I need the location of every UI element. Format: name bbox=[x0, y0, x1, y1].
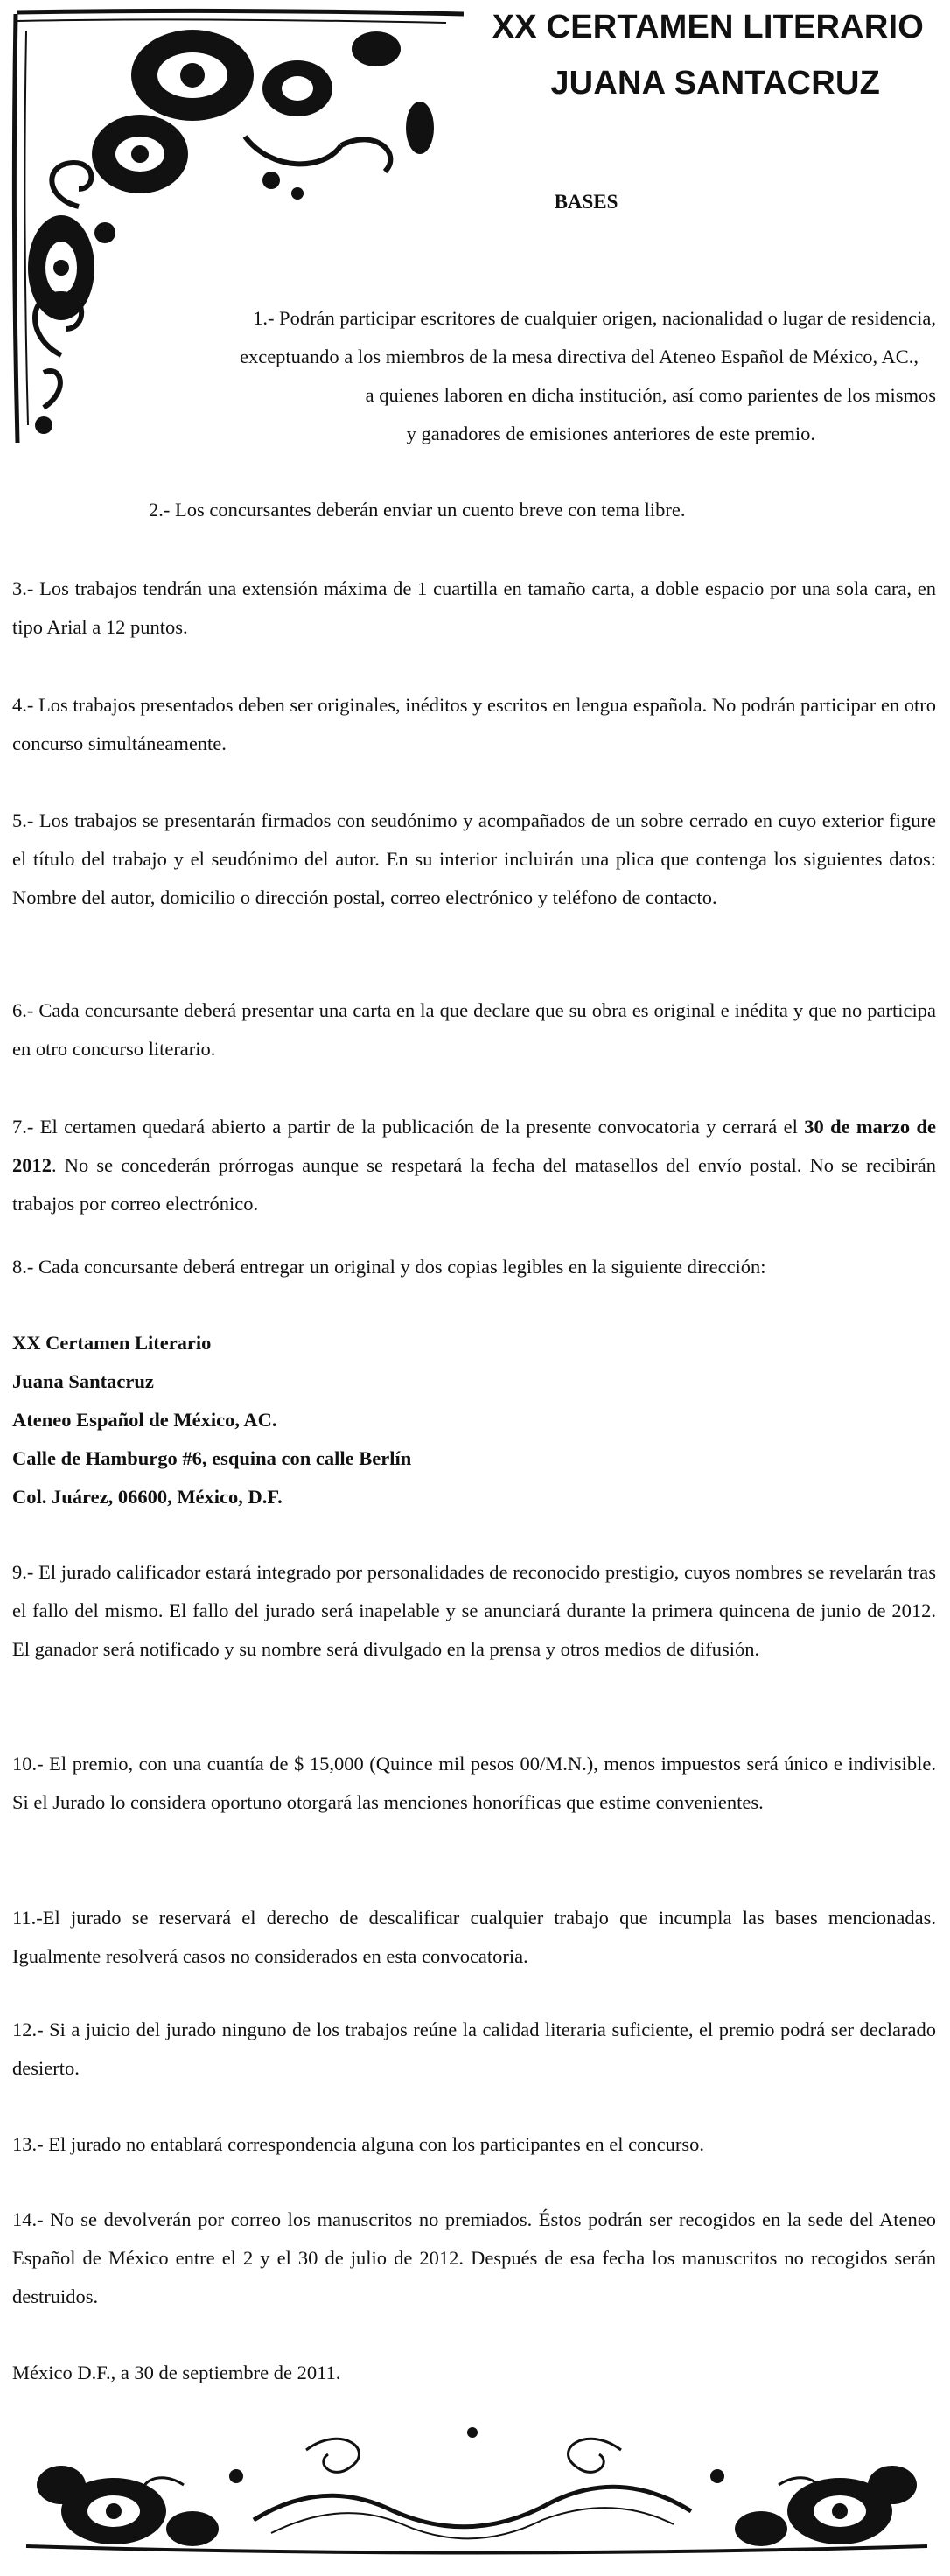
rule-1-line: exceptuando a los miembros de la mesa directiva del Ateneo Español de México, AC., bbox=[239, 346, 919, 368]
rule-5: 5.- Los trabajos se presentarán firmados con seudónimo y acompañados de un sobre cerrado en cuyo exterior figure el título del trabajo y el seudónimo del autor. En su interior incluirán una plica que contenga los siguientes datos: Nombre del autor, domicilio o dirección postal, correo electrónico y teléfono de contacto. bbox=[12, 809, 936, 908]
rule-1 bbox=[240, 299, 936, 453]
address-line: Juana Santacruz bbox=[12, 1370, 154, 1392]
closing-date: México D.F., a 30 de septiembre de 2011. bbox=[12, 2362, 341, 2384]
floral-banner-ornament-icon bbox=[9, 2415, 941, 2572]
page-subtitle: JUANA SANTACRUZ bbox=[550, 65, 880, 102]
rule-1-line: a quienes laboren en dicha institución, así como parientes de los mismos bbox=[365, 384, 936, 406]
rule-7-text: 7.- El certamen quedará abierto a partir de la publicación de la presente convocatoria y cerrará el bbox=[12, 1116, 805, 1138]
rule-4: 4.- Los trabajos presentados deben ser originales, inéditos y escritos en lengua española. No podrán participar en otro concurso simultáneamente. bbox=[12, 694, 936, 754]
address-line: XX Certamen Literario bbox=[12, 1332, 212, 1354]
rule-12: 12.- Si a juicio del jurado ninguno de los trabajos reúne la calidad literaria suficiente, el premio podrá ser declarado desierto. bbox=[12, 2019, 936, 2079]
rule-14: 14.- No se devolverán por correo los manuscritos no premiados. Éstos podrán ser recogidos en la sede del Ateneo Español de México entre el 2 y el 30 de julio de 2012. Después de esa fecha los manuscritos no recogidos serán destruidos. bbox=[12, 2208, 936, 2307]
rule-7 bbox=[12, 1108, 936, 1223]
address-line: Ateneo Español de México, AC. bbox=[12, 1409, 277, 1431]
rule-8: 8.- Cada concursante deberá entregar un original y dos copias legibles en la siguiente dirección: bbox=[12, 1256, 766, 1278]
rule-6: 6.- Cada concursante deberá presentar una carta en la que declare que su obra es original e inédita y que no participa en otro concurso literario. bbox=[12, 999, 936, 1060]
rule-9: 9.- El jurado calificador estará integrado por personalidades de reconocido prestigio, cuyos nombres se revelarán tras el fallo del mismo. El fallo del jurado será inapelable y se anunciará durante la primera quincena de junio de 2012. El ganador será notificado y su nombre será divulgado en la prensa y otros medios de difusión. bbox=[12, 1561, 936, 1660]
rule-10: 10.- El premio, con una cuantía de $ 15,000 (Quince mil pesos 00/M.N.), menos impuestos será único e indivisible. Si el Jurado lo considera oportuno otorgará las menciones honoríficas que estime convenientes. bbox=[12, 1753, 936, 1813]
rule-7-text: . No se concederán prórrogas aunque se respetará la fecha del matasellos del envío postal. No se recibirán trabajos por correo electrónico. bbox=[12, 1154, 936, 1214]
rule-2: 2.- Los concursantes deberán enviar un cuento breve con tema libre. bbox=[149, 499, 686, 521]
rule-3: 3.- Los trabajos tendrán una extensión máxima de 1 cuartilla en tamaño carta, a doble espacio por una sola cara, en tipo Arial a 12 puntos. bbox=[12, 578, 936, 638]
rule-13: 13.- El jurado no entablará correspondencia alguna con los participantes en el concurso. bbox=[12, 2133, 704, 2155]
section-heading: BASES bbox=[554, 191, 618, 213]
rule-1-line: 1.- Podrán participar escritores de cualquier origen, nacionalidad o lugar de residencia, bbox=[253, 307, 936, 329]
mailing-address bbox=[12, 1324, 411, 1516]
address-line: Col. Juárez, 06600, México, D.F. bbox=[12, 1486, 283, 1508]
rule-7-deadline: 30 de marzo de 2012 bbox=[12, 1116, 937, 1176]
address-line: Calle de Hamburgo #6, esquina con calle Berlín bbox=[12, 1447, 412, 1469]
rule-11: 11.-El jurado se reservará el derecho de descalificar cualquier trabajo que incumpla las bases mencionadas. Igualmente resolverá casos no considerados en esta convocatoria. bbox=[12, 1907, 936, 1967]
page-title: XX CERTAMEN LITERARIO bbox=[492, 9, 924, 46]
rule-1-line: y ganadores de emisiones anteriores de este premio. bbox=[406, 423, 815, 444]
